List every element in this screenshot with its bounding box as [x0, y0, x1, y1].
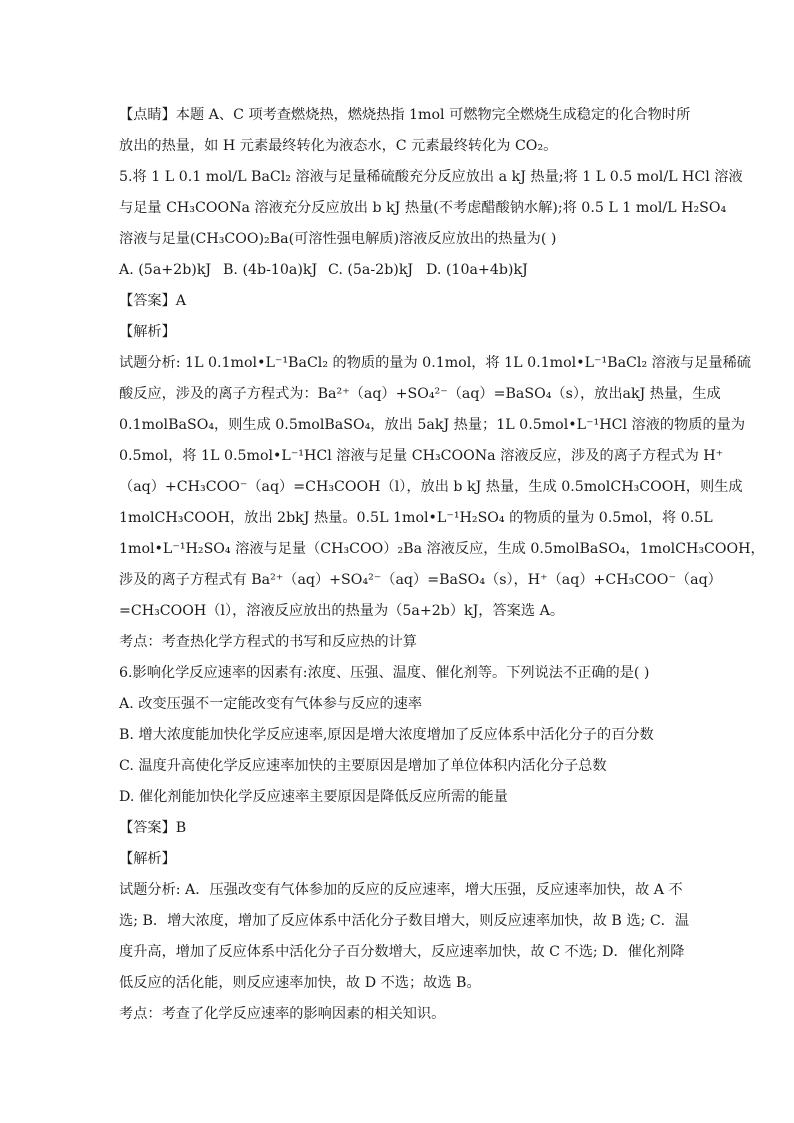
- page-content: [119, 100, 765, 1030]
- q6-option-a: A. 改变压强不一定能改变有气体参与反应的速率: [119, 696, 423, 712]
- q5-analysis-line-4: 0.5mol，将 1L 0.5mol•L⁻¹HCl 溶液与足量 CH₃COONa 溶液反应，涉及的离子方程式为 H⁺: [119, 448, 724, 464]
- q5-kaodian: 考点：考查热化学方程式的书写和反应热的计算: [119, 634, 417, 650]
- q5-choices: [119, 255, 679, 286]
- q6-analysis-line-2: 选; B．增大浓度，增加了反应体系中活化分子数目增大，则反应速率加快，故 B 选; C．温: [119, 913, 690, 929]
- q6-answer: 【答案】B: [119, 820, 187, 836]
- q6-analysis-label: 【解析】: [119, 851, 176, 867]
- q5-analysis-line-1: 试题分析: 1L 0.1mol•L⁻¹BaCl₂ 的物质的量为 0.1mol，将 1L 0.1mol•L⁻¹BaCl₂ 溶液与足量稀硫: [119, 355, 751, 371]
- q6-option-c: C. 温度升高使化学反应速率加快的主要原因是增加了单位体积内活化分子总数: [119, 758, 607, 774]
- dianjing-label: 【点睛】: [119, 107, 176, 123]
- q5-stem-line-3: 溶液与足量(CH₃COO)₂Ba(可溶性强电解质)溶液反应放出的热量为( ): [119, 231, 557, 247]
- dianjing-line-2: 放出的热量，如 H 元素最终转化为液态水，C 元素最终转化为 CO₂。: [119, 138, 558, 154]
- q5-answer: 【答案】A: [119, 293, 186, 309]
- dianjing-line-1: [119, 100, 691, 131]
- q6-stem: 6.影响化学反应速率的因素有:浓度、压强、温度、催化剂等。下列说法不正确的是( ): [119, 665, 650, 681]
- q5-analysis-line-2: 酸反应，涉及的离子方程式为：Ba²⁺（aq）+SO₄²⁻（aq）=BaSO₄（s），放出akJ 热量，生成: [119, 386, 721, 402]
- q6-option-b: B. 增大浓度能加快化学反应速率,原因是增大浓度增加了反应体系中活化分子的百分数: [119, 727, 654, 743]
- q5-choice-c: C. (5a-2b)kJ: [328, 262, 414, 278]
- q5-choice-a: A. (5a+2b)kJ: [119, 262, 212, 278]
- q5-analysis-line-5: （aq）+CH₃COO⁻（aq）=CH₃COOH（l），放出 b kJ 热量，生成 0.5molCH₃COOH，则生成: [119, 479, 743, 495]
- q5-choice-b: B. (4b-10a)kJ: [223, 262, 318, 278]
- q5-choice-d: D. (10a+4b)kJ: [426, 262, 528, 278]
- q5-stem-line-2: 与足量 CH₃COONa 溶液充分反应放出 b kJ 热量(不考虑醋酸钠水解);将 0.5 L 1 mol/L H₂SO₄: [119, 200, 727, 216]
- q5-analysis-line-8: 涉及的离子方程式有 Ba²⁺（aq）+SO₄²⁻（aq）=BaSO₄（s），H⁺（aq）+CH₃COO⁻（aq）: [119, 572, 722, 588]
- q6-analysis-line-3: 度升高，增加了反应体系中活化分子百分数增大，反应速率加快，故 C 不选; D．催化剂降: [119, 944, 685, 960]
- q6-analysis-line-1: 试题分析: A．压强改变有气体参加的反应的反应速率，增大压强，反应速率加快，故 A 不: [119, 882, 683, 898]
- q5-analysis-line-9: =CH₃COOH（l），溶液反应放出的热量为（5a+2b）kJ，答案选 A。: [119, 603, 565, 619]
- q6-option-d: D. 催化剂能加快化学反应速率主要原因是降低反应所需的能量: [119, 789, 508, 805]
- q6-kaodian: 考点：考查了化学反应速率的影响因素的相关知识。: [119, 1006, 446, 1022]
- dianjing-text-1: 本题 A、C 项考查燃烧热，燃烧热指 1mol 可燃物完全燃烧生成稳定的化合物时所: [175, 107, 691, 123]
- q5-analysis-label: 【解析】: [119, 324, 176, 340]
- q5-analysis-line-7: 1mol•L⁻¹H₂SO₄ 溶液与足量（CH₃COO）₂Ba 溶液反应，生成 0.5molBaSO₄，1molCH₃COOH，: [119, 541, 765, 557]
- q5-analysis-line-3: 0.1molBaSO₄，则生成 0.5molBaSO₄，放出 5akJ 热量；1L 0.5mol•L⁻¹HCl 溶液的物质的量为: [119, 417, 746, 433]
- q5-analysis-line-6: 1molCH₃COOH，放出 2bkJ 热量。0.5L 1mol•L⁻¹H₂SO₄ 的物质的量为 0.5mol，将 0.5L: [119, 510, 713, 526]
- q5-stem-line-1: 5.将 1 L 0.1 mol/L BaCl₂ 溶液与足量稀硫酸充分反应放出 a kJ 热量;将 1 L 0.5 mol/L HCl 溶液: [119, 169, 743, 185]
- q6-analysis-line-4: 低反应的活化能，则反应速率加快，故 D 不选；故选 B。: [119, 975, 481, 991]
